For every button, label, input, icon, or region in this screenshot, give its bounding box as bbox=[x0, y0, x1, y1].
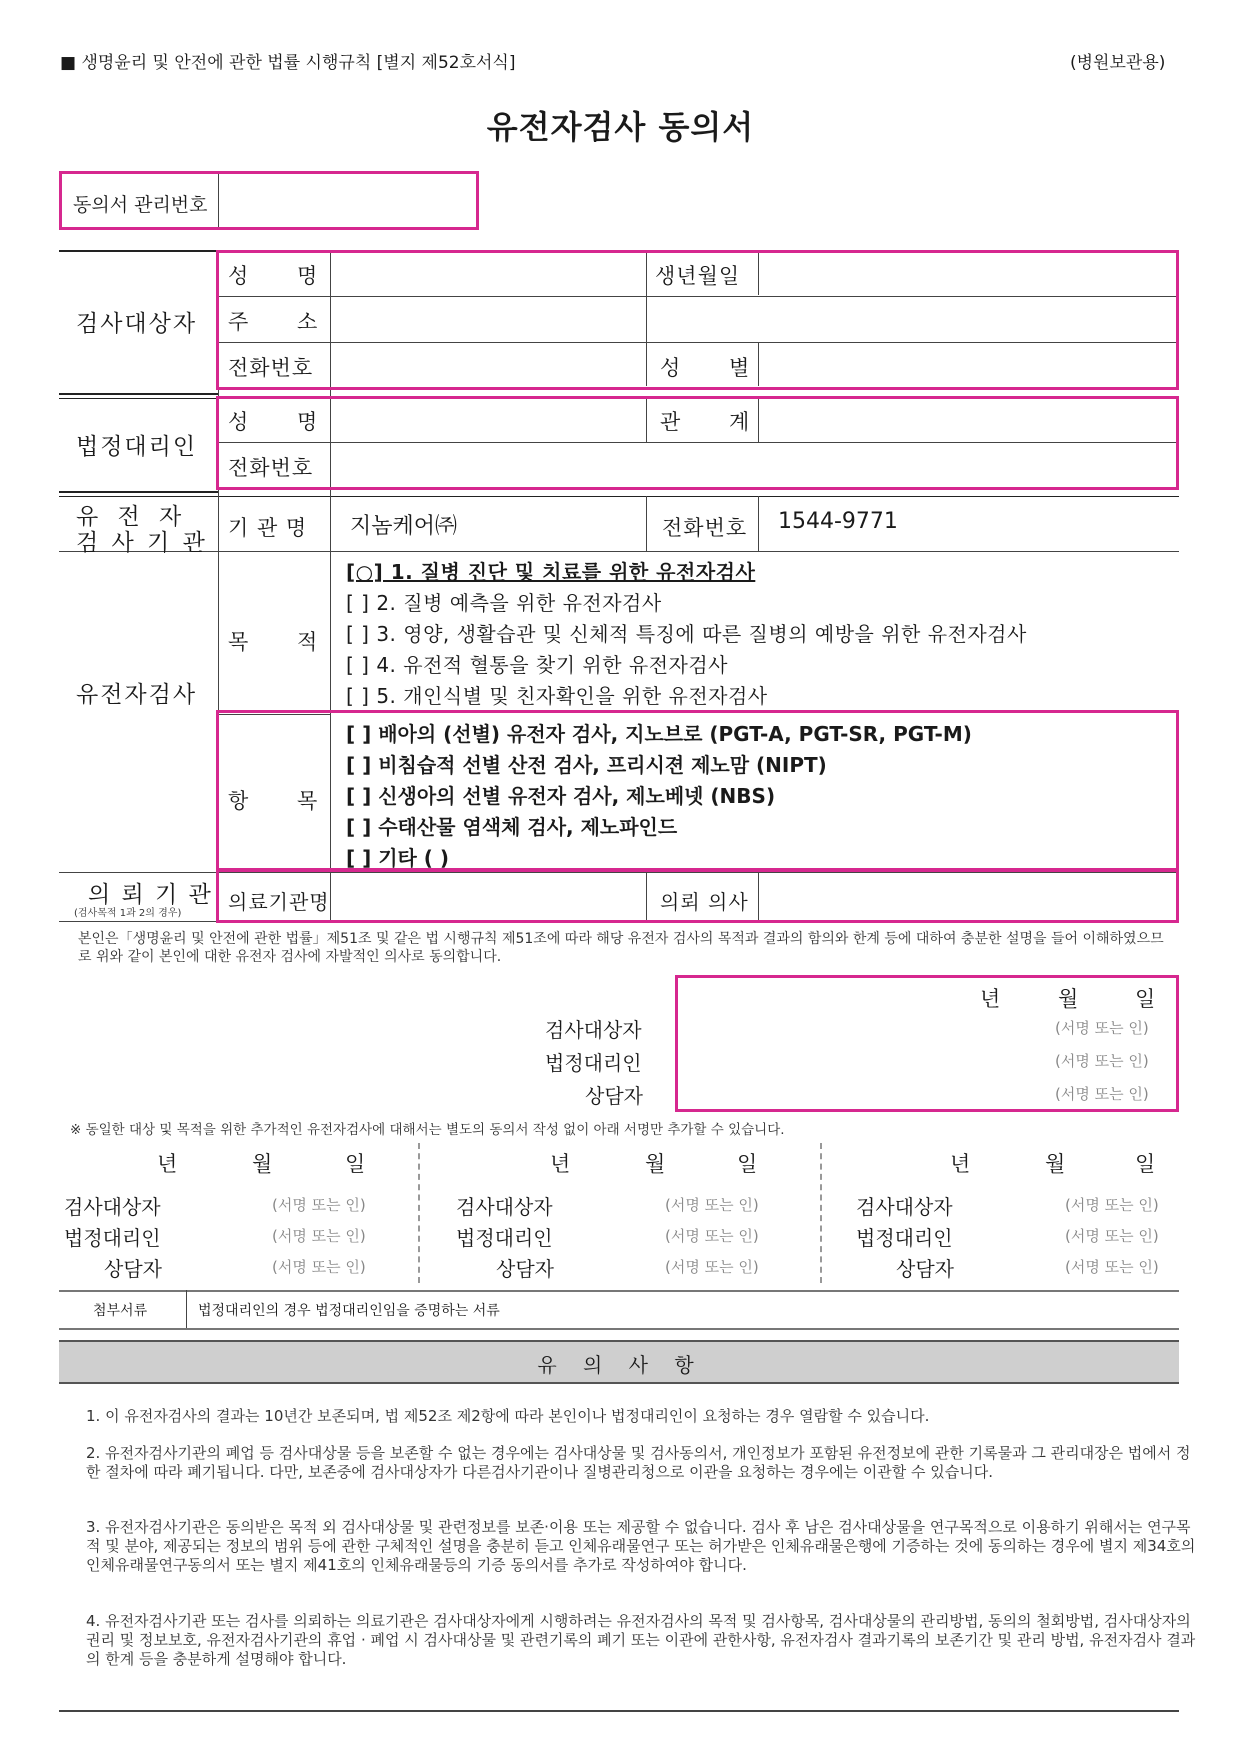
test-item-pgt[interactable]: [ ] 배아의 (선별) 유전자 검사, 지노브로 (PGT-A, PGT-SR, PGT-M) bbox=[346, 722, 972, 746]
management-number-field[interactable] bbox=[222, 174, 474, 227]
purpose-option-4[interactable]: [ ] 4. 유전적 혈통을 찾기 위한 유전자검사 bbox=[346, 653, 728, 677]
test-item-other[interactable]: [ ] 기타 ( ) bbox=[346, 846, 450, 870]
caution-item-2: 2. 유전자검사기관의 폐업 등 검사대상물 등을 보존할 수 없는 경우에는 검사대상물 및 검사동의서, 개인정보가 포함된 유전정보에 관한 기록물과 그 관리대장은 법에서 정한 절차에 따라 폐기됩니다. 다만, 보존중에 검사대상자가 다른검사기관이나 질병관리청으로 이관을 요청하는 경우에는 이관할 수 있습니다. bbox=[86, 1444, 1191, 1481]
institution-section-label-line1: 유 전 자 bbox=[76, 504, 188, 530]
sign-date-day: 일 bbox=[1135, 987, 1156, 1011]
purpose-option-2[interactable]: [ ] 2. 질병 예측을 위한 유전자검사 bbox=[346, 591, 662, 615]
sign-role-subject: 검사대상자 bbox=[545, 1018, 642, 1042]
test-item-label: 항 목 bbox=[228, 789, 319, 813]
subject-phone-label: 전화번호 bbox=[228, 356, 314, 380]
consent-text: 본인은「생명윤리 및 안전에 관한 법률」제51조 및 같은 법 시행규칙 제51조에 따라 해당 유전자 검사의 목적과 결과의 함의와 한계 등에 대하여 충분한 설명을 들어 이해하였으므로 위와 같이 본인에 대한 유전자 검사에 자발적인 의사로 동의합니다. bbox=[78, 931, 1164, 965]
extra1-role-agent: 법정대리인 bbox=[64, 1226, 161, 1250]
extra1-date-year: 년 bbox=[157, 1152, 178, 1176]
institution-phone-label: 전화번호 bbox=[662, 516, 748, 540]
extra3-role-subject: 검사대상자 bbox=[856, 1195, 953, 1219]
institution-section-label-line2: 검 사 기 관 bbox=[76, 530, 208, 556]
subject-address-field[interactable] bbox=[334, 300, 1174, 340]
subject-address-label: 주 소 bbox=[228, 310, 319, 334]
test-item-nbs[interactable]: [ ] 신생아의 선별 유전자 검사, 제노베넷 (NBS) bbox=[346, 784, 776, 808]
extra3-sign-counselor[interactable]: (서명 또는 인) bbox=[1065, 1258, 1159, 1276]
extra2-sign-agent[interactable]: (서명 또는 인) bbox=[665, 1227, 759, 1245]
extra2-sign-counselor[interactable]: (서명 또는 인) bbox=[665, 1258, 759, 1276]
form-reference: ■ 생명윤리 및 안전에 관한 법률 시행규칙 [별지 제52호서식] bbox=[60, 53, 516, 73]
attachment-label: 첨부서류 bbox=[93, 1303, 148, 1319]
management-label: 동의서 관리번호 bbox=[73, 194, 208, 216]
caution-item-3: 3. 유전자검사기관은 동의받은 목적 외 검사대상물 및 관련정보를 보존·이용 또는 제공할 수 없습니다. 검사 후 남은 검사대상물을 연구목적으로 이용하기 위해서는 연구목적 및 분야, 제공되는 정보의 범위 등에 관한 구체적인 설명을 충분히 듣고 인체유래물연구 또는 허가받은 인체유래물은행에 기증하는 것에 동의하는 경우에 별지 제34호의 인체유래물연구동의서 또는 별지 제41호의 인체유래물등의 기증 동의서를 추가로 작성하여야 합니다. bbox=[86, 1518, 1196, 1574]
sign-date-month: 월 bbox=[1058, 987, 1079, 1011]
purpose-option-5[interactable]: [ ] 5. 개인식별 및 친자확인을 위한 유전자검사 bbox=[346, 684, 768, 708]
test-item-nipt[interactable]: [ ] 비침습적 선별 산전 검사, 프리시젼 제노맘 (NIPT) bbox=[346, 753, 827, 777]
subject-name-field[interactable] bbox=[334, 254, 642, 294]
referral-section-label: 의 뢰 기 관 bbox=[88, 882, 213, 908]
extra2-role-agent: 법정대리인 bbox=[456, 1226, 553, 1250]
agent-relation-label: 관 계 bbox=[660, 410, 751, 434]
referral-section-note: (검사목적 1과 2의 경우) bbox=[74, 908, 182, 919]
doctor-label: 의뢰 의사 bbox=[660, 890, 749, 914]
cautions-title: 유 의 사 항 bbox=[537, 1353, 704, 1377]
subject-birth-label: 생년월일 bbox=[655, 264, 741, 288]
extra1-sign-subject[interactable]: (서명 또는 인) bbox=[272, 1196, 366, 1214]
extra3-role-counselor: 상담자 bbox=[896, 1257, 954, 1281]
purpose-label: 목 적 bbox=[228, 630, 319, 654]
extra2-sign-subject[interactable]: (서명 또는 인) bbox=[665, 1196, 759, 1214]
purpose-option-1[interactable]: [○] 1. 질병 진단 및 치료를 위한 유전자검사 bbox=[346, 560, 756, 584]
sign-role-counselor: 상담자 bbox=[585, 1084, 643, 1108]
institution-name-label: 기 관 명 bbox=[228, 516, 308, 540]
caution-item-4: 4. 유전자검사기관 또는 검사를 의뢰하는 의료기관은 검사대상자에게 시행하려는 유전자검사의 목적 및 검사항목, 검사대상물의 관리방법, 동의의 철회방법, 검사대상자의 권리 및 정보보호, 유전자검사기관의 휴업 · 폐업 시 검사대상물 및 관련기록의 폐기 또는 이관에 관한사항, 유전자검사 결과기록의 보존기간 및 관리 방법, 유전자검사 결과의 한계 등을 충분하게 설명해야 합니다. bbox=[86, 1612, 1196, 1668]
subject-section-label: 검사대상자 bbox=[76, 311, 198, 337]
agent-phone-field[interactable] bbox=[334, 446, 1174, 486]
purpose-option-3[interactable]: [ ] 3. 영양, 생활습관 및 신체적 특징에 따른 질병의 예방을 위한 유전자검사 bbox=[346, 622, 1027, 646]
subject-birth-field[interactable] bbox=[762, 254, 1174, 294]
agent-name-field[interactable] bbox=[334, 400, 642, 440]
attachment-value: 법정대리인의 경우 법정대리인임을 증명하는 서류 bbox=[198, 1303, 500, 1319]
extra1-date-month: 월 bbox=[252, 1152, 273, 1176]
extra2-date-month: 월 bbox=[645, 1152, 666, 1176]
copy-type-label: (병원보관용) bbox=[1070, 53, 1166, 73]
institution-name-value: 지놈케어㈜ bbox=[350, 514, 458, 539]
sign-date-year: 년 bbox=[980, 987, 1001, 1011]
subject-sex-field[interactable] bbox=[762, 346, 1174, 386]
test-item-genofind[interactable]: [ ] 수태산물 염색체 검사, 제노파인드 bbox=[346, 815, 678, 839]
extra3-sign-subject[interactable]: (서명 또는 인) bbox=[1065, 1196, 1159, 1214]
extra1-sign-counselor[interactable]: (서명 또는 인) bbox=[272, 1258, 366, 1276]
sign-hint-agent[interactable]: (서명 또는 인) bbox=[1055, 1052, 1149, 1070]
caution-item-1: 1. 이 유전자검사의 결과는 10년간 보존되며, 법 제52조 제2항에 따라 본인이나 법정대리인이 요청하는 경우 열람할 수 있습니다. bbox=[86, 1407, 930, 1425]
subject-phone-field[interactable] bbox=[334, 346, 642, 386]
subject-sex-label: 성 별 bbox=[660, 356, 751, 380]
agent-phone-label: 전화번호 bbox=[228, 456, 314, 480]
extra3-date-day: 일 bbox=[1135, 1152, 1156, 1176]
extra1-sign-agent[interactable]: (서명 또는 인) bbox=[272, 1227, 366, 1245]
extra2-date-year: 년 bbox=[550, 1152, 571, 1176]
extra3-role-agent: 법정대리인 bbox=[856, 1226, 953, 1250]
agent-section-label: 법정대리인 bbox=[76, 434, 198, 460]
extra3-date-year: 년 bbox=[950, 1152, 971, 1176]
extra2-role-counselor: 상담자 bbox=[496, 1257, 554, 1281]
extra3-sign-agent[interactable]: (서명 또는 인) bbox=[1065, 1227, 1159, 1245]
hospital-field[interactable] bbox=[334, 875, 642, 919]
extra3-date-month: 월 bbox=[1045, 1152, 1066, 1176]
institution-phone-value: 1544-9771 bbox=[778, 509, 898, 534]
extra1-role-counselor: 상담자 bbox=[104, 1257, 162, 1281]
sign-hint-counselor[interactable]: (서명 또는 인) bbox=[1055, 1085, 1149, 1103]
agent-relation-field[interactable] bbox=[762, 400, 1174, 440]
test-section-label: 유전자검사 bbox=[76, 682, 198, 708]
page-title: 유전자검사 동의서 bbox=[486, 108, 755, 146]
agent-name-label: 성 명 bbox=[228, 410, 319, 434]
extra2-date-day: 일 bbox=[737, 1152, 758, 1176]
extra2-role-subject: 검사대상자 bbox=[456, 1195, 553, 1219]
hospital-label: 의료기관명 bbox=[228, 890, 330, 914]
extra1-date-day: 일 bbox=[345, 1152, 366, 1176]
additional-signature-note: ※ 동일한 대상 및 목적을 위한 추가적인 유전자검사에 대해서는 별도의 동의서 작성 없이 아래 서명만 추가할 수 있습니다. bbox=[70, 1122, 785, 1138]
sign-role-agent: 법정대리인 bbox=[545, 1051, 642, 1075]
subject-name-label: 성 명 bbox=[228, 264, 319, 288]
sign-hint-subject[interactable]: (서명 또는 인) bbox=[1055, 1019, 1149, 1037]
extra1-role-subject: 검사대상자 bbox=[64, 1195, 161, 1219]
doctor-field[interactable] bbox=[762, 875, 1174, 919]
